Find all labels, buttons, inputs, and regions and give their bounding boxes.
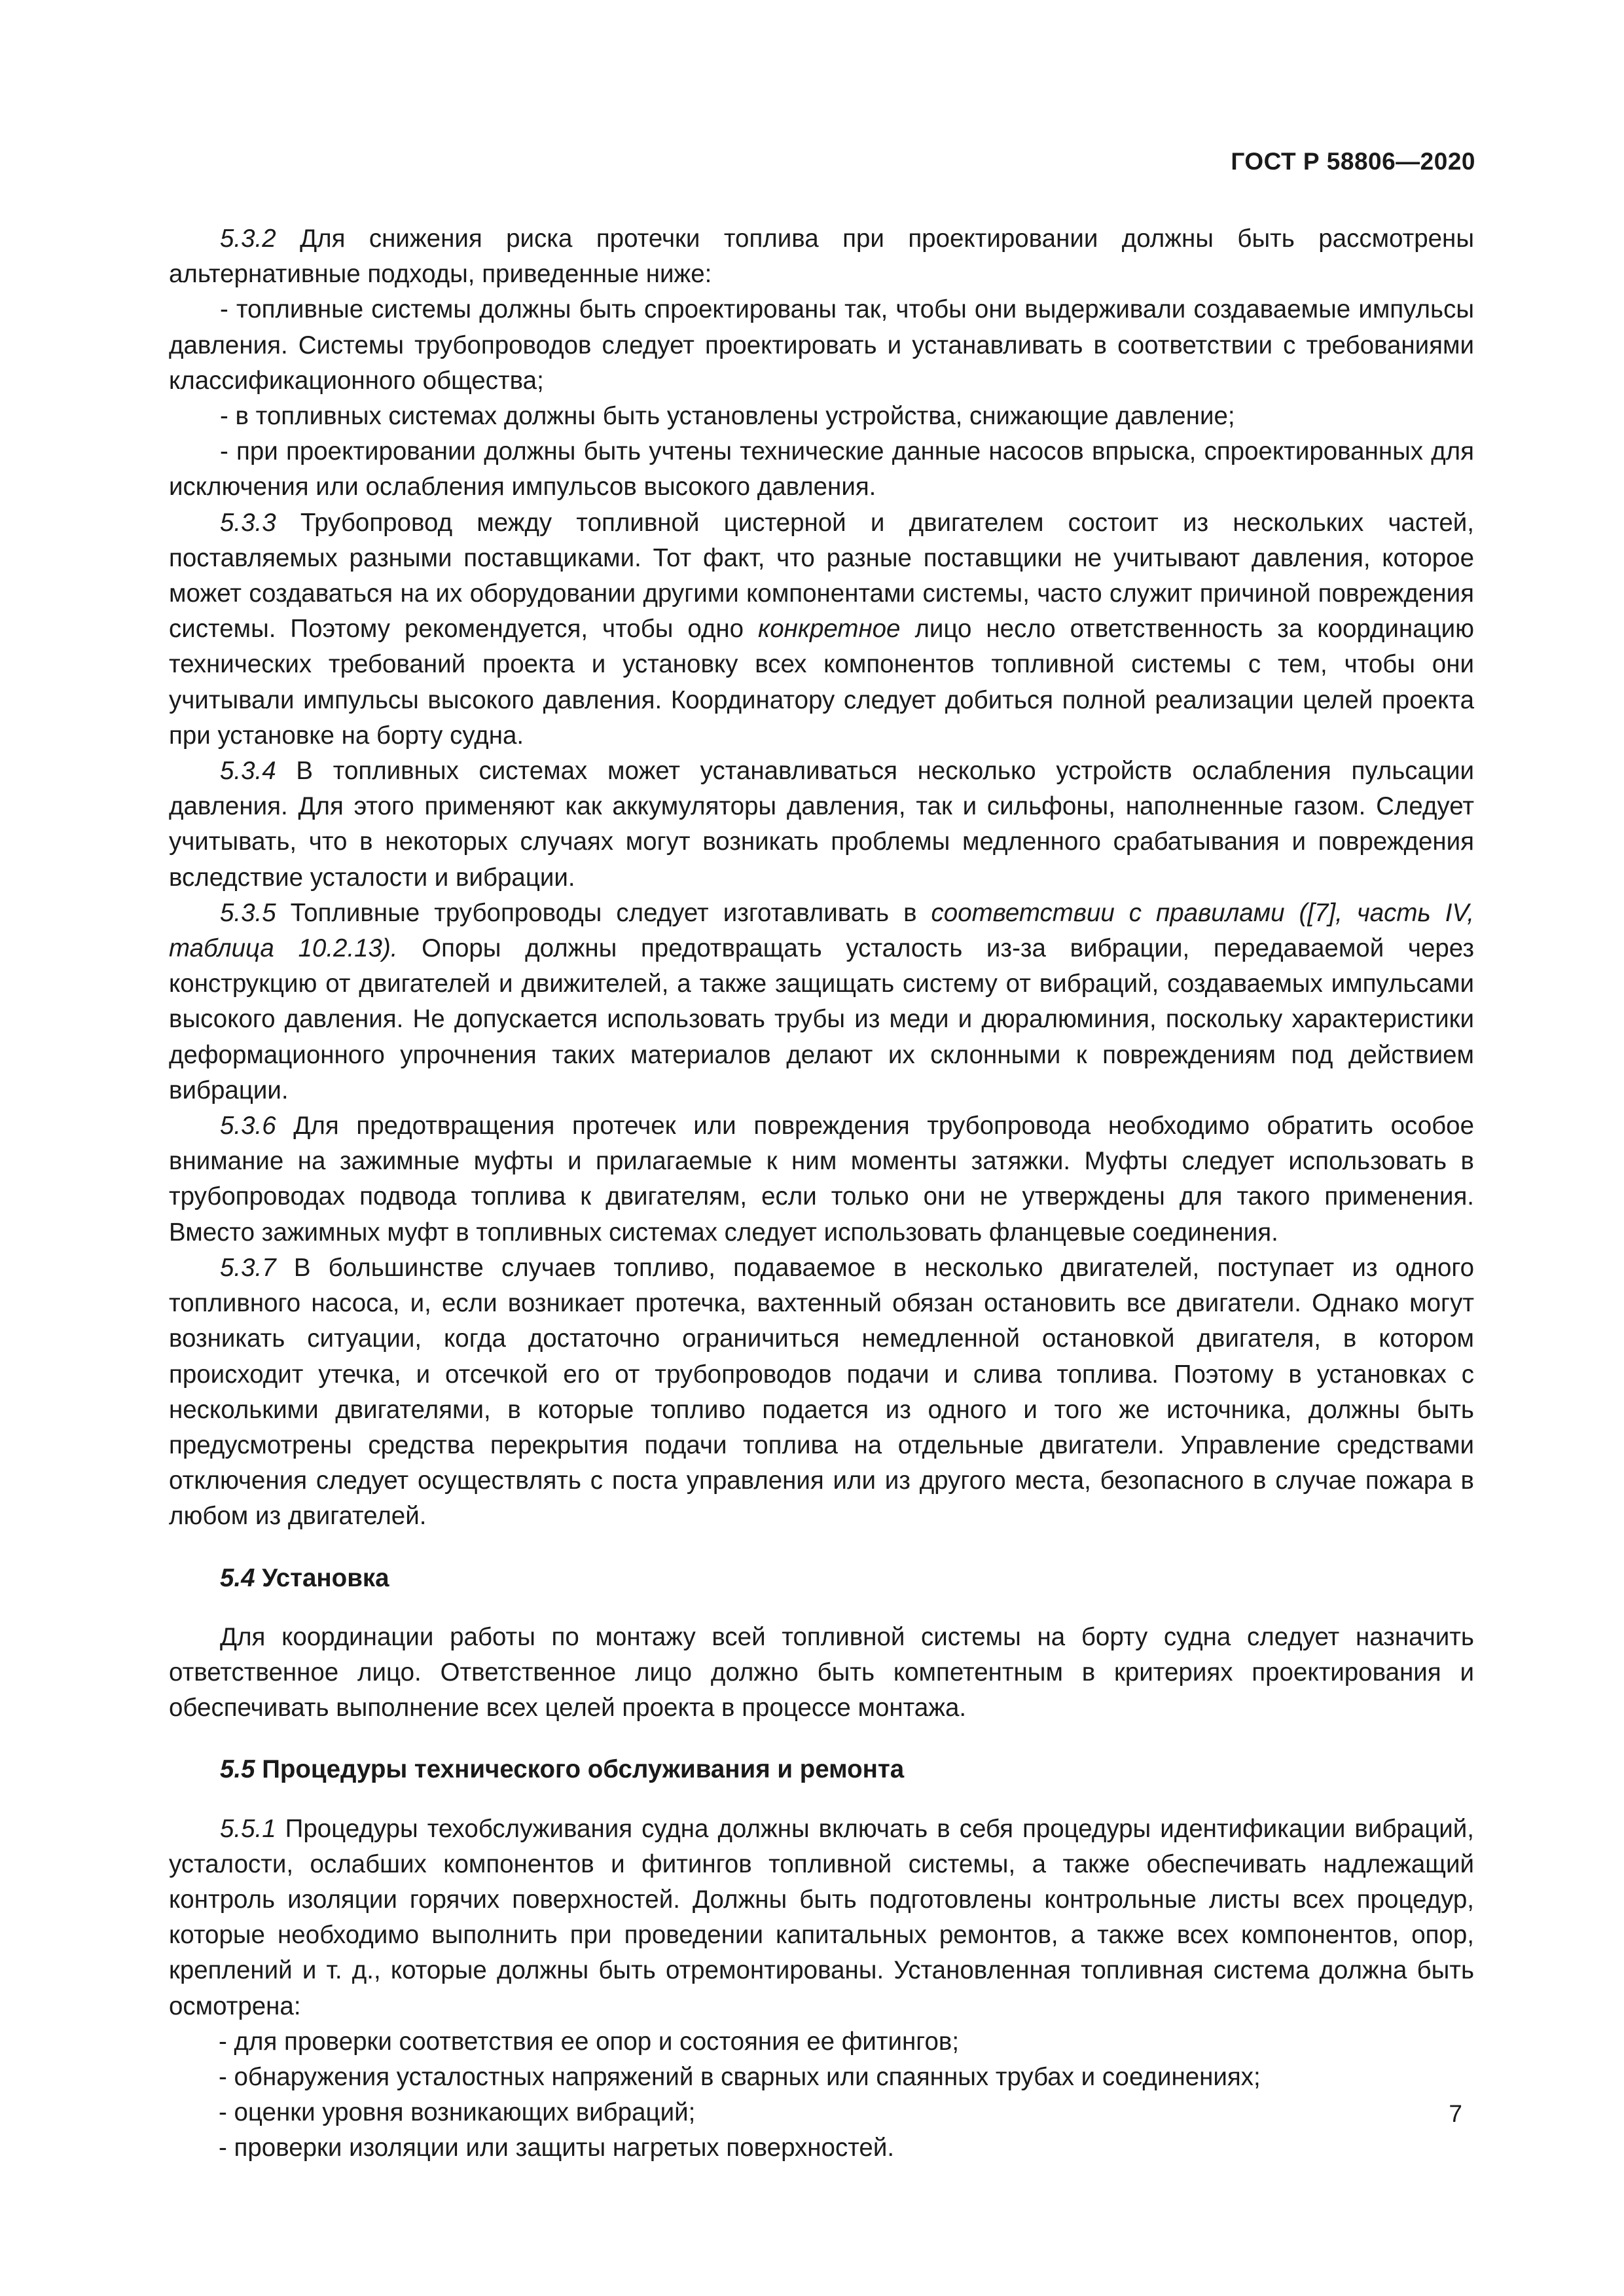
paragraph-text: Опоры должны предотвращать усталость из-за вибрации, передаваемой через конструкцию от двигателей и движителей, а также защищать систему от вибраций, создаваемых импульсами высокого давления. Не допускается использовать трубы из меди и дюралюминия, поскольку характеристики деформационного упрочнения таких материалов делают их склонными к повреждениям под действием вибрации.	[169, 934, 1474, 1104]
paragraph-text: Для снижения риска протечки топлива при проектировании должны быть рассмотрены альтернативные подходы, приведенные ниже:	[169, 225, 1474, 289]
list-item: - обнаружения усталостных напряжений в сварных или спаянных трубах и соединениях;	[219, 2062, 1261, 2091]
standard-designation: ГОСТ Р 58806—2020	[1231, 148, 1475, 175]
reference-text: соответствии с правилами ([7], часть IV, таблица 10.2.13).	[169, 898, 1474, 963]
page-body	[169, 221, 1474, 2166]
paragraph-text: В большинстве случаев топливо, подаваемое в несколько двигателей, поступает из одного топливного насоса, и, если возникает протечка, вахтенный обязан остановить все двигатели. Однако могут возникать ситуации, когда достаточно ограничиться немедленной остановкой двигателя, в котором происходит утечка, и отсечкой его от трубопроводов подачи и слива топлива. Поэтому в установках с несколькими двигателями, в которые топливо подается из одного и того же источника, должны быть предусмотрены средства перекрытия подачи топлива на отдельные двигатели. Управление средствами отключения следует осуществлять с поста управления или из другого места, безопасного в случае пожара в любом из двигателей.	[169, 1253, 1474, 1531]
paragraph-text: Топливные трубопроводы следует изготавливать в	[276, 898, 931, 927]
section-number: 5.4	[220, 1563, 255, 1592]
paragraph-text: В топливных системах может устанавливаться несколько устройств ослабления пульсации давления. Для этого применяют как аккумуляторы давления, так и сильфоны, наполненные газом. Следует учитывать, что в некоторых случаях могут возникать проблемы медленного срабатывания и повреждения вследствие усталости и вибрации.	[169, 757, 1474, 892]
paragraph-text: Для предотвращения протечек или повреждения трубопровода необходимо обратить особое внимание на зажимные муфты и прилагаемые к ним моменты затяжки. Муфты следует использовать в трубопроводах подвода топлива к двигателям, если только они не утверждены для такого применения. Вместо зажимных муфт в топливных системах следует использовать фланцевые соединения.	[169, 1112, 1474, 1247]
paragraph-5-3-3	[169, 505, 1474, 754]
list-item: - для проверки соответствия ее опор и состояния ее фитингов;	[219, 2027, 960, 2056]
clause-number: 5.3.2	[220, 225, 276, 253]
section-title: Процедуры технического обслуживания и ремонта	[255, 1755, 905, 1784]
clause-number: 5.3.6	[220, 1112, 276, 1140]
paragraph-text: Трубопровод между топливной цистерной и двигателем состоит из нескольких частей, поставляемых разными поставщиками. Тот факт, что разные поставщики не учитывают давления, которое может создаваться на их оборудовании другими компонентами системы, часто служит причиной повреждения системы. Поэтому рекомендуется, чтобы одно	[169, 508, 1474, 644]
clause-number: 5.3.7	[220, 1253, 276, 1282]
paragraph-5-5-1	[169, 1812, 1474, 2024]
paragraph-text: Процедуры техобслуживания судна должны включать в себя процедуры идентификации вибраций, усталости, ослабших компонентов и фитингов топливной системы, а также обеспечивать надлежащий контроль изоляции горячих поверхностей. Должны быть подготовлены контрольные листы всех процедур, которые необходимо выполнить при проведении капитальных ремонтов, а также всех компонентов, опор, креплений и т. д., которые должны быть отремонтированы. Установленная топливная система должна быть осмотрена:	[169, 1814, 1474, 2020]
page-number: 7	[1449, 2100, 1462, 2127]
list-item: - проверки изоляции или защиты нагретых поверхностей.	[219, 2134, 895, 2162]
spacer	[169, 1535, 1474, 1561]
clause-number: 5.3.3	[220, 508, 276, 537]
paragraph-5-3-7	[169, 1250, 1474, 1535]
spacer	[169, 1596, 1474, 1620]
list-item: - топливные системы должны быть спроектированы так, чтобы они выдерживали создаваемые импульсы давления. Системы трубопроводов следует проектировать и устанавливать в соответствии с требованиями классификационного общества;	[169, 295, 1474, 395]
clause-number: 5.3.4	[220, 757, 276, 786]
section-number: 5.5	[220, 1755, 255, 1784]
spacer	[169, 1726, 1474, 1752]
paragraph-5-4: Для координации работы по монтажу всей топливной системы на борту судна следует назначить ответственное лицо. Ответственное лицо должно быть компетентным в критериях проектирования и обеспечивать выполнение всех целей проекта в процессе монтажа.	[169, 1622, 1474, 1722]
list-item: - в топливных системах должны быть установлены устройства, снижающие давление;	[220, 402, 1235, 431]
section-heading-5-4	[169, 1561, 1474, 1596]
paragraph-5-3-6	[169, 1108, 1474, 1250]
paragraph-5-3-4	[169, 754, 1474, 896]
list-item: - при проектировании должны быть учтены технические данные насосов впрыска, спроектированных для исключения или ослабления импульсов высокого давления.	[169, 437, 1474, 501]
spacer	[169, 1788, 1474, 1812]
section-heading-5-5	[169, 1752, 1474, 1787]
emphasis-text: конкретное	[758, 615, 901, 644]
clause-number: 5.3.5	[220, 898, 276, 927]
paragraph-5-3-5	[169, 896, 1474, 1108]
paragraph-text: лицо несло ответственность за координацию технических требований проекта и установку всех компонентов топливной системы с тем, чтобы они учитывали импульсы высокого давления. Координатору следует добиться полной реализации целей проекта при установке на борту судна.	[169, 615, 1475, 750]
section-title: Установка	[255, 1563, 389, 1592]
list-item: - оценки уровня возникающих вибраций;	[219, 2098, 696, 2127]
clause-number: 5.5.1	[220, 1814, 276, 1843]
paragraph-5-3-2	[169, 221, 1474, 292]
